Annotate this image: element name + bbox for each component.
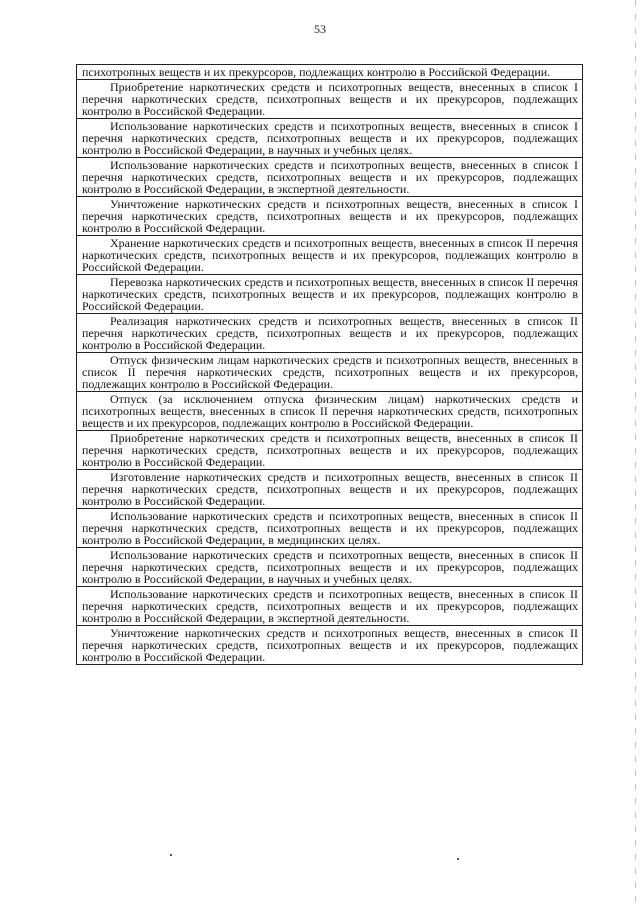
table-row: психотропных веществ и их прекурсоров, подлежащих контролю в Российской Федерации. bbox=[82, 65, 551, 79]
table-row: Использование наркотических средств и психотропных веществ, внесенных в список II перечня наркотических средств, психотропных веществ и их прекурсоров, подлежащих контролю в Российской Федерации, в медицинских целях. bbox=[77, 508, 582, 547]
table-row: Использование наркотических средств и психотропных веществ, внесенных в список II перечня наркотических средств, психотропных веществ и их прекурсоров, подлежащих контролю в Российской Федерации, в экспертной деятельности. bbox=[77, 586, 582, 625]
table-row: Уничтожение наркотических средств и психотропных веществ, внесенных в список I перечня наркотических средств, психотропных веществ и их прекурсоров, подлежащих контролю в Российской Федерации. bbox=[77, 196, 582, 235]
table-row: Хранение наркотических средств и психотропных веществ, внесенных в список II перечня наркотических средств, психотропных веществ и их прекурсоров, подлежащих контролю в Российской Федерации. bbox=[77, 235, 582, 274]
table-row: Отпуск физическим лицам наркотических средств и психотропных веществ, внесенных в список II перечня наркотических средств, психотропных веществ и их прекурсоров, подлежащих контролю в Российской Федерации. bbox=[77, 352, 582, 391]
table-row: Уничтожение наркотических средств и психотропных веществ, внесенных в список II перечня наркотических средств, психотропных веществ и их прекурсоров, подлежащих контролю в Российской Федерации. bbox=[77, 625, 582, 664]
table-row: Отпуск (за исключением отпуска физическим лицам) наркотических средств и психотропных веществ, внесенных в список II перечня наркотических средств, психотропных веществ и их прекурсоров, подлежащих контролю в Российской Федерации. bbox=[77, 391, 582, 430]
table-row: Использование наркотических средств и психотропных веществ, внесенных в список I перечня наркотических средств, психотропных веществ и их прекурсоров, подлежащих контролю в Российской Федерации, в экспертной деятельности. bbox=[77, 157, 582, 196]
table-row: Приобретение наркотических средств и психотропных веществ, внесенных в список I перечня наркотических средств, психотропных веществ и их прекурсоров, подлежащих контролю в Российской Федерации. bbox=[77, 79, 582, 118]
table-row: Реализация наркотических средств и психотропных веществ, внесенных в список II перечня наркотических средств, психотропных веществ и их прекурсоров, подлежащих контролю в Российской Федерации. bbox=[77, 313, 582, 352]
page-number: 53 bbox=[314, 22, 326, 36]
scan-dot bbox=[170, 854, 172, 856]
table-row: Приобретение наркотических средств и психотропных веществ, внесенных в список II перечня наркотических средств, психотропных веществ и их прекурсоров, подлежащих контролю в Российской Федерации. bbox=[77, 430, 582, 469]
table-row: Перевозка наркотических средств и психотропных веществ, внесенных в список II перечня наркотических средств, психотропных веществ и их прекурсоров, подлежащих контролю в Российской Федерации. bbox=[77, 274, 582, 313]
activity-table bbox=[76, 64, 583, 665]
scan-dot bbox=[457, 858, 459, 860]
table-row: Использование наркотических средств и психотропных веществ, внесенных в список II перечня наркотических средств, психотропных веществ и их прекурсоров, подлежащих контролю в Российской Федерации, в научных и учебных целях. bbox=[77, 547, 582, 586]
table-row: Использование наркотических средств и психотропных веществ, внесенных в список I перечня наркотических средств, психотропных веществ и их прекурсоров, подлежащих контролю в Российской Федерации, в научных и учебных целях. bbox=[77, 118, 582, 157]
scan-edge-artifact bbox=[635, 0, 636, 905]
table-row: Изготовление наркотических средств и психотропных веществ, внесенных в список II перечня наркотических средств, психотропных веществ и их прекурсоров, подлежащих контролю в Российской Федерации. bbox=[77, 469, 582, 508]
